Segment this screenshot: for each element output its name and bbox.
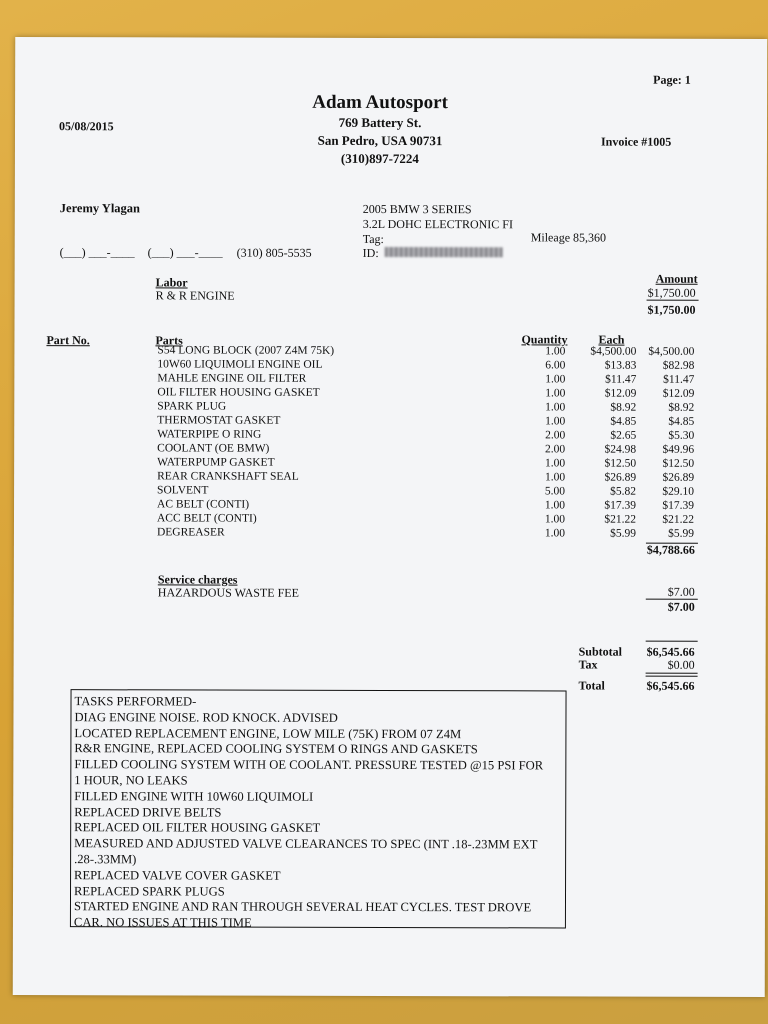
task-line: TASKS PERFORMED- (74, 694, 197, 709)
part-quantity: 1.00 (545, 345, 566, 358)
part-description: 10W60 LIQUIMOLI ENGINE OIL (157, 358, 323, 371)
task-line: 1 HOUR, NO LEAKS (74, 773, 188, 788)
part-amount: $8.92 (668, 401, 695, 414)
task-line: REPLACED SPARK PLUGS (74, 883, 225, 899)
part-quantity: 1.00 (545, 457, 566, 470)
vehicle-mileage: Mileage 85,360 (530, 230, 607, 245)
service-heading: Service charges (157, 572, 238, 587)
part-description: WATERPIPE O RING (157, 428, 262, 441)
part-each-price: $8.92 (610, 401, 637, 414)
subtotal-label: Subtotal (578, 644, 623, 659)
part-row (157, 441, 697, 456)
part-quantity: 1.00 (544, 499, 566, 512)
part-row (157, 357, 697, 372)
part-amount: $29.10 (662, 485, 695, 498)
total-value: $6,545.66 (646, 678, 695, 693)
vehicle-model: 2005 BMW 3 SERIES (362, 201, 472, 217)
part-row (157, 399, 697, 414)
part-amount: $17.39 (662, 499, 695, 512)
part-quantity: 1.00 (545, 415, 566, 428)
amount-heading: Amount (655, 271, 698, 286)
company-name: Adam Autosport (312, 91, 448, 114)
part-each-price: $24.98 (604, 443, 637, 456)
labor-item: R & R ENGINE (155, 288, 235, 303)
vehicle-tag-label: Tag: (362, 231, 384, 246)
part-quantity: 1.00 (544, 513, 566, 526)
part-description: S54 LONG BLOCK (2007 Z4M 75K) (157, 344, 335, 357)
part-each-price: $12.09 (604, 387, 637, 400)
customer-name: Jeremy Ylagan (59, 201, 141, 216)
part-amount: $49.96 (662, 443, 695, 456)
subtotal-rule (646, 641, 698, 642)
part-amount: $26.89 (662, 471, 695, 484)
part-amount: $11.47 (663, 373, 695, 386)
part-description: DEGREASER (156, 526, 225, 539)
service-item: HAZARDOUS WASTE FEE (157, 585, 299, 600)
company-header (255, 92, 505, 169)
company-city: San Pedro, USA 90731 (317, 132, 443, 149)
task-line: STARTED ENGINE AND RAN THROUGH SEVERAL HEAT CYCLES. TEST DROVE (73, 899, 532, 915)
part-row (157, 371, 697, 386)
company-phone: (310)897-7224 (340, 150, 419, 167)
phone-blank-2: (___) ___-____ (147, 245, 223, 260)
part-quantity: 1.00 (544, 527, 565, 540)
labor-heading: Labor (155, 275, 188, 290)
subtotal-value: $6,545.66 (646, 644, 695, 659)
part-amount: $5.99 (668, 527, 694, 540)
part-row (157, 483, 697, 498)
part-each-price: $5.82 (610, 485, 637, 498)
part-amount: $21.22 (662, 513, 695, 526)
part-quantity: 2.00 (545, 429, 566, 442)
part-row (157, 385, 697, 400)
each-heading: Each (598, 332, 625, 347)
part-description: SPARK PLUG (157, 400, 227, 413)
part-description: OIL FILTER HOUSING GASKET (157, 386, 320, 399)
service-item-amount: $7.00 (667, 584, 695, 599)
invoice-paper (13, 37, 768, 997)
task-line: MEASURED AND ADJUSTED VALVE CLEARANCES TO SPEC (INT .18-.23MM EXT (74, 836, 538, 852)
part-description: AC BELT (CONTI) (157, 498, 250, 511)
part-each-price: $21.22 (604, 513, 637, 526)
task-line: FILLED ENGINE WITH 10W60 LIQUIMOLI (74, 788, 314, 804)
task-line: LOCATED REPLACEMENT ENGINE, LOW MILE (75K) FROM 07 Z4M (74, 725, 462, 741)
phone-blank-1: (___) ___-____ (59, 245, 135, 260)
part-row (157, 427, 697, 442)
invoice-date: 05/08/2015 (59, 119, 114, 134)
parts-total: $4,788.66 (646, 542, 695, 557)
invoice-number: Invoice #1005 (600, 134, 672, 149)
part-quantity: 5.00 (544, 485, 566, 498)
task-line: REPLACED DRIVE BELTS (74, 804, 222, 820)
part-amount: $4,500.00 (648, 345, 695, 358)
task-line: REPLACED VALVE COVER GASKET (74, 867, 281, 883)
part-quantity: 1.00 (545, 373, 566, 386)
part-quantity: 1.00 (544, 471, 566, 484)
task-line: .28-.33MM) (74, 852, 137, 867)
part-row (157, 525, 697, 540)
part-row (157, 455, 697, 470)
labor-item-amount: $1,750.00 (647, 285, 696, 300)
tasks-performed-box (70, 689, 567, 928)
customer-phone: (310) 805-5535 (236, 245, 312, 260)
page-number: Page: 1 (653, 72, 691, 87)
part-description: THERMOSTAT GASKET (157, 414, 281, 427)
company-street: 769 Battery St. (338, 114, 422, 131)
part-each-price: $26.89 (604, 471, 637, 484)
part-quantity: 6.00 (545, 359, 566, 372)
part-description: COOLANT (OE BMW) (157, 442, 270, 455)
part-row (157, 343, 697, 358)
part-row (157, 497, 697, 512)
part-description: MAHLE ENGINE OIL FILTER (157, 372, 307, 385)
part-row (157, 413, 697, 428)
part-quantity: 1.00 (545, 387, 566, 400)
tax-rule-1 (646, 673, 698, 674)
part-amount: $4.85 (668, 415, 695, 428)
part-description: ACC BELT (CONTI) (156, 512, 257, 525)
part-each-price: $13.83 (604, 359, 637, 372)
part-amount: $12.50 (662, 457, 695, 470)
task-line: REPLACED OIL FILTER HOUSING GASKET (74, 820, 321, 836)
part-row (157, 511, 697, 526)
tax-rule-2 (646, 676, 698, 677)
service-total: $7.00 (667, 599, 695, 614)
vehicle-id-label: ID: (362, 245, 379, 260)
tax-value: $0.00 (667, 657, 695, 672)
task-line: DIAG ENGINE NOISE. ROD KNOCK. ADVISED (74, 709, 338, 725)
parts-heading: Parts (155, 333, 183, 348)
part-no-heading: Part No. (46, 333, 90, 348)
part-each-price: $4.85 (610, 415, 637, 428)
part-each-price: $12.50 (604, 457, 637, 470)
part-each-price: $4,500.00 (590, 345, 637, 358)
part-row (157, 469, 697, 484)
task-line: CAR. NO ISSUES AT THIS TIME (73, 915, 252, 930)
task-line: R&R ENGINE, REPLACED COOLING SYSTEM O RINGS AND GASKETS (74, 741, 478, 757)
tax-label: Tax (578, 657, 598, 672)
part-each-price: $2.65 (610, 429, 637, 442)
parts-table (157, 343, 698, 540)
part-quantity: 1.00 (545, 401, 566, 414)
total-label: Total (578, 678, 605, 693)
part-each-price: $5.99 (610, 527, 636, 540)
part-description: SOLVENT (157, 484, 209, 497)
part-amount: $82.98 (662, 359, 695, 372)
part-description: REAR CRANKSHAFT SEAL (157, 470, 299, 483)
part-description: WATERPUMP GASKET (157, 456, 275, 469)
quantity-heading: Quantity (521, 332, 568, 347)
labor-rule (647, 300, 699, 301)
part-quantity: 2.00 (545, 443, 566, 456)
labor-total: $1,750.00 (647, 302, 696, 317)
part-amount: $12.09 (662, 387, 695, 400)
redacted-vin (385, 247, 503, 257)
task-line: FILLED COOLING SYSTEM WITH OE COOLANT. PRESSURE TESTED @15 PSI FOR (74, 757, 544, 773)
part-amount: $5.30 (668, 429, 695, 442)
vehicle-engine: 3.2L DOHC ELECTRONIC FI (362, 216, 514, 232)
part-each-price: $11.47 (605, 373, 637, 386)
part-each-price: $17.39 (604, 499, 637, 512)
